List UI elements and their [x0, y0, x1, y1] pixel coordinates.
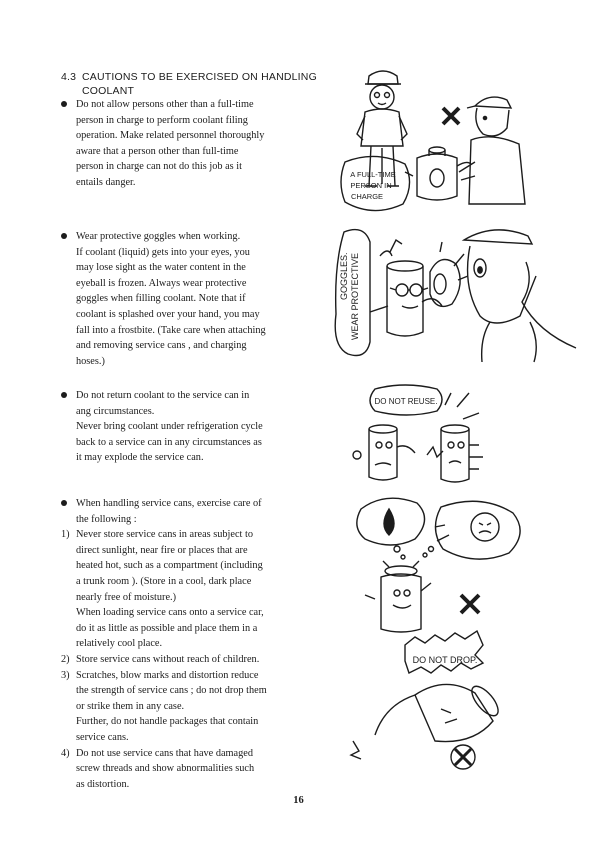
text-line: aware that a person other than full-time	[76, 145, 239, 157]
list-number: 1)	[61, 529, 70, 541]
text-line: nearly free of moisture.)	[76, 591, 177, 603]
text-line: screw threads and show abnormalities such	[76, 763, 255, 775]
paragraph	[76, 97, 301, 191]
text-line: Never bring coolant under refrigeration cycle	[76, 421, 263, 433]
thought-bubble-face	[423, 501, 520, 559]
text-line: Further, do not handle packages that contain	[76, 716, 259, 728]
section-number: 4.3	[61, 71, 77, 83]
speech-bubble-drop	[405, 631, 483, 673]
can-with-goggles	[370, 240, 442, 336]
list-item	[61, 668, 301, 746]
service-can-center	[365, 561, 431, 632]
label-goggles-1: WEAR PROTECTIVE	[350, 252, 360, 340]
worker-face	[464, 230, 576, 362]
speech-bubble-goggles	[335, 230, 370, 356]
cross-mark-top	[461, 595, 479, 613]
falling-can	[375, 682, 503, 742]
service-can-right	[441, 425, 483, 482]
text-line: Never store service cans in areas subject to	[76, 529, 253, 541]
text-line: the following :	[76, 513, 137, 525]
label-drop: DO NOT DROP.	[412, 655, 478, 665]
grass-icon	[351, 741, 361, 759]
speech-bubble-reuse	[370, 385, 442, 415]
text-line: When loading service cans onto a service car,	[76, 607, 264, 619]
text-line: and removing service cans , and charging	[76, 340, 247, 352]
text-line: direct sunlight, near fire or places that are	[76, 544, 248, 556]
speech-bubble-fulltime	[341, 156, 410, 210]
text-line: service cans.	[76, 731, 129, 743]
bullet-dot	[61, 101, 67, 107]
label-fulltime-1: A FULL-TIME	[350, 170, 396, 179]
text-line: relatively cool place.	[76, 638, 163, 650]
text-line: goggles when filling coolant. Note that if	[76, 293, 246, 305]
text-line: If coolant (liquid) gets into your eyes, you	[76, 246, 250, 258]
paragraph	[76, 229, 301, 369]
label-fulltime-2: PERSON IN	[350, 181, 392, 190]
text-line: entails danger.	[76, 176, 136, 188]
text-line: back to a service can in any circumstances as	[76, 436, 262, 448]
text-line: Store service cans without reach of children.	[76, 653, 260, 665]
text-line: the strength of service cans ; do not drop them	[76, 685, 267, 697]
text-line: a trunk room ). (Store in a cool, dark place	[76, 575, 252, 587]
hand-with-goggles	[430, 242, 468, 306]
section-heading	[61, 70, 321, 98]
section-title-cont: COOLANT	[82, 85, 135, 97]
bullet-dot	[61, 500, 67, 506]
text-line: Do not allow persons other than a full-time	[76, 99, 254, 110]
cross-mark	[443, 108, 459, 124]
illustration-goggles	[330, 222, 592, 368]
text-line: Scratches, blow marks and distortion reduce	[76, 669, 259, 681]
list-number: 4)	[61, 747, 70, 759]
list-item	[61, 652, 301, 668]
illustration-fulltime-person	[325, 66, 530, 216]
bullet-dot	[61, 233, 67, 239]
text-line: person in charge to perform coolant filing	[76, 114, 248, 126]
drop-icon	[353, 451, 361, 459]
illustration-do-not-reuse	[345, 385, 545, 493]
text-line: it may explode the service can.	[76, 452, 204, 464]
text-line: person in charge can not do this job as it	[76, 161, 242, 173]
text-line: hoses.)	[76, 355, 105, 367]
bullet-goggles	[61, 229, 301, 369]
thought-bubble-fire	[357, 498, 425, 559]
label-reuse: DO NOT REUSE.	[374, 397, 438, 406]
spark-lines	[445, 393, 479, 419]
worker-with-cap	[459, 97, 525, 204]
text-line: do it as little as possible and place them in a	[76, 622, 258, 634]
section-title: CAUTIONS TO BE EXERCISED ON HANDLING	[82, 71, 317, 83]
text-line: ang circumstances.	[76, 405, 155, 417]
text-line: heated hot, such as a compartment (including	[76, 560, 263, 572]
paragraph	[76, 496, 301, 527]
list-number: 2)	[61, 653, 70, 665]
bullet-no-return	[61, 388, 301, 466]
text-line: When handling service cans, exercise care of	[76, 498, 262, 509]
cross-mark-circle	[451, 745, 475, 769]
service-can	[405, 147, 471, 200]
text-line: eyeball is frozen. Always wear protective	[76, 277, 247, 289]
text-line: as distortion.	[76, 778, 130, 790]
text-line: operation. Make related personnel thoroughly	[76, 130, 265, 142]
paragraph	[76, 388, 301, 466]
list-number: 3)	[61, 669, 70, 681]
text-line: or strike them in any case.	[76, 700, 185, 712]
bullet-dot	[61, 392, 67, 398]
text-line: Do not use service cans that have damaged	[76, 747, 253, 759]
illustration-storage-drop	[345, 495, 585, 777]
list-item	[61, 746, 301, 793]
page-number: 16	[293, 795, 304, 806]
text-line: fall into a frostbite. (Take care when attaching	[76, 324, 266, 336]
text-line: Wear protective goggles when working.	[76, 231, 241, 242]
label-fulltime-3: CHARGE	[350, 192, 384, 201]
worker-figure	[357, 71, 407, 186]
text-line: coolant is splashed over your hand, you may	[76, 308, 260, 320]
service-can-left	[369, 425, 415, 480]
text-line: may lose sight as the water content in the	[76, 262, 246, 274]
bullet-handling-cans	[61, 496, 301, 792]
text-line: Do not return coolant to the service can in	[76, 390, 250, 401]
list-item	[61, 527, 301, 652]
label-goggles-2: GOGGLES.	[339, 252, 349, 300]
bullet-fulltime-person	[61, 97, 301, 191]
